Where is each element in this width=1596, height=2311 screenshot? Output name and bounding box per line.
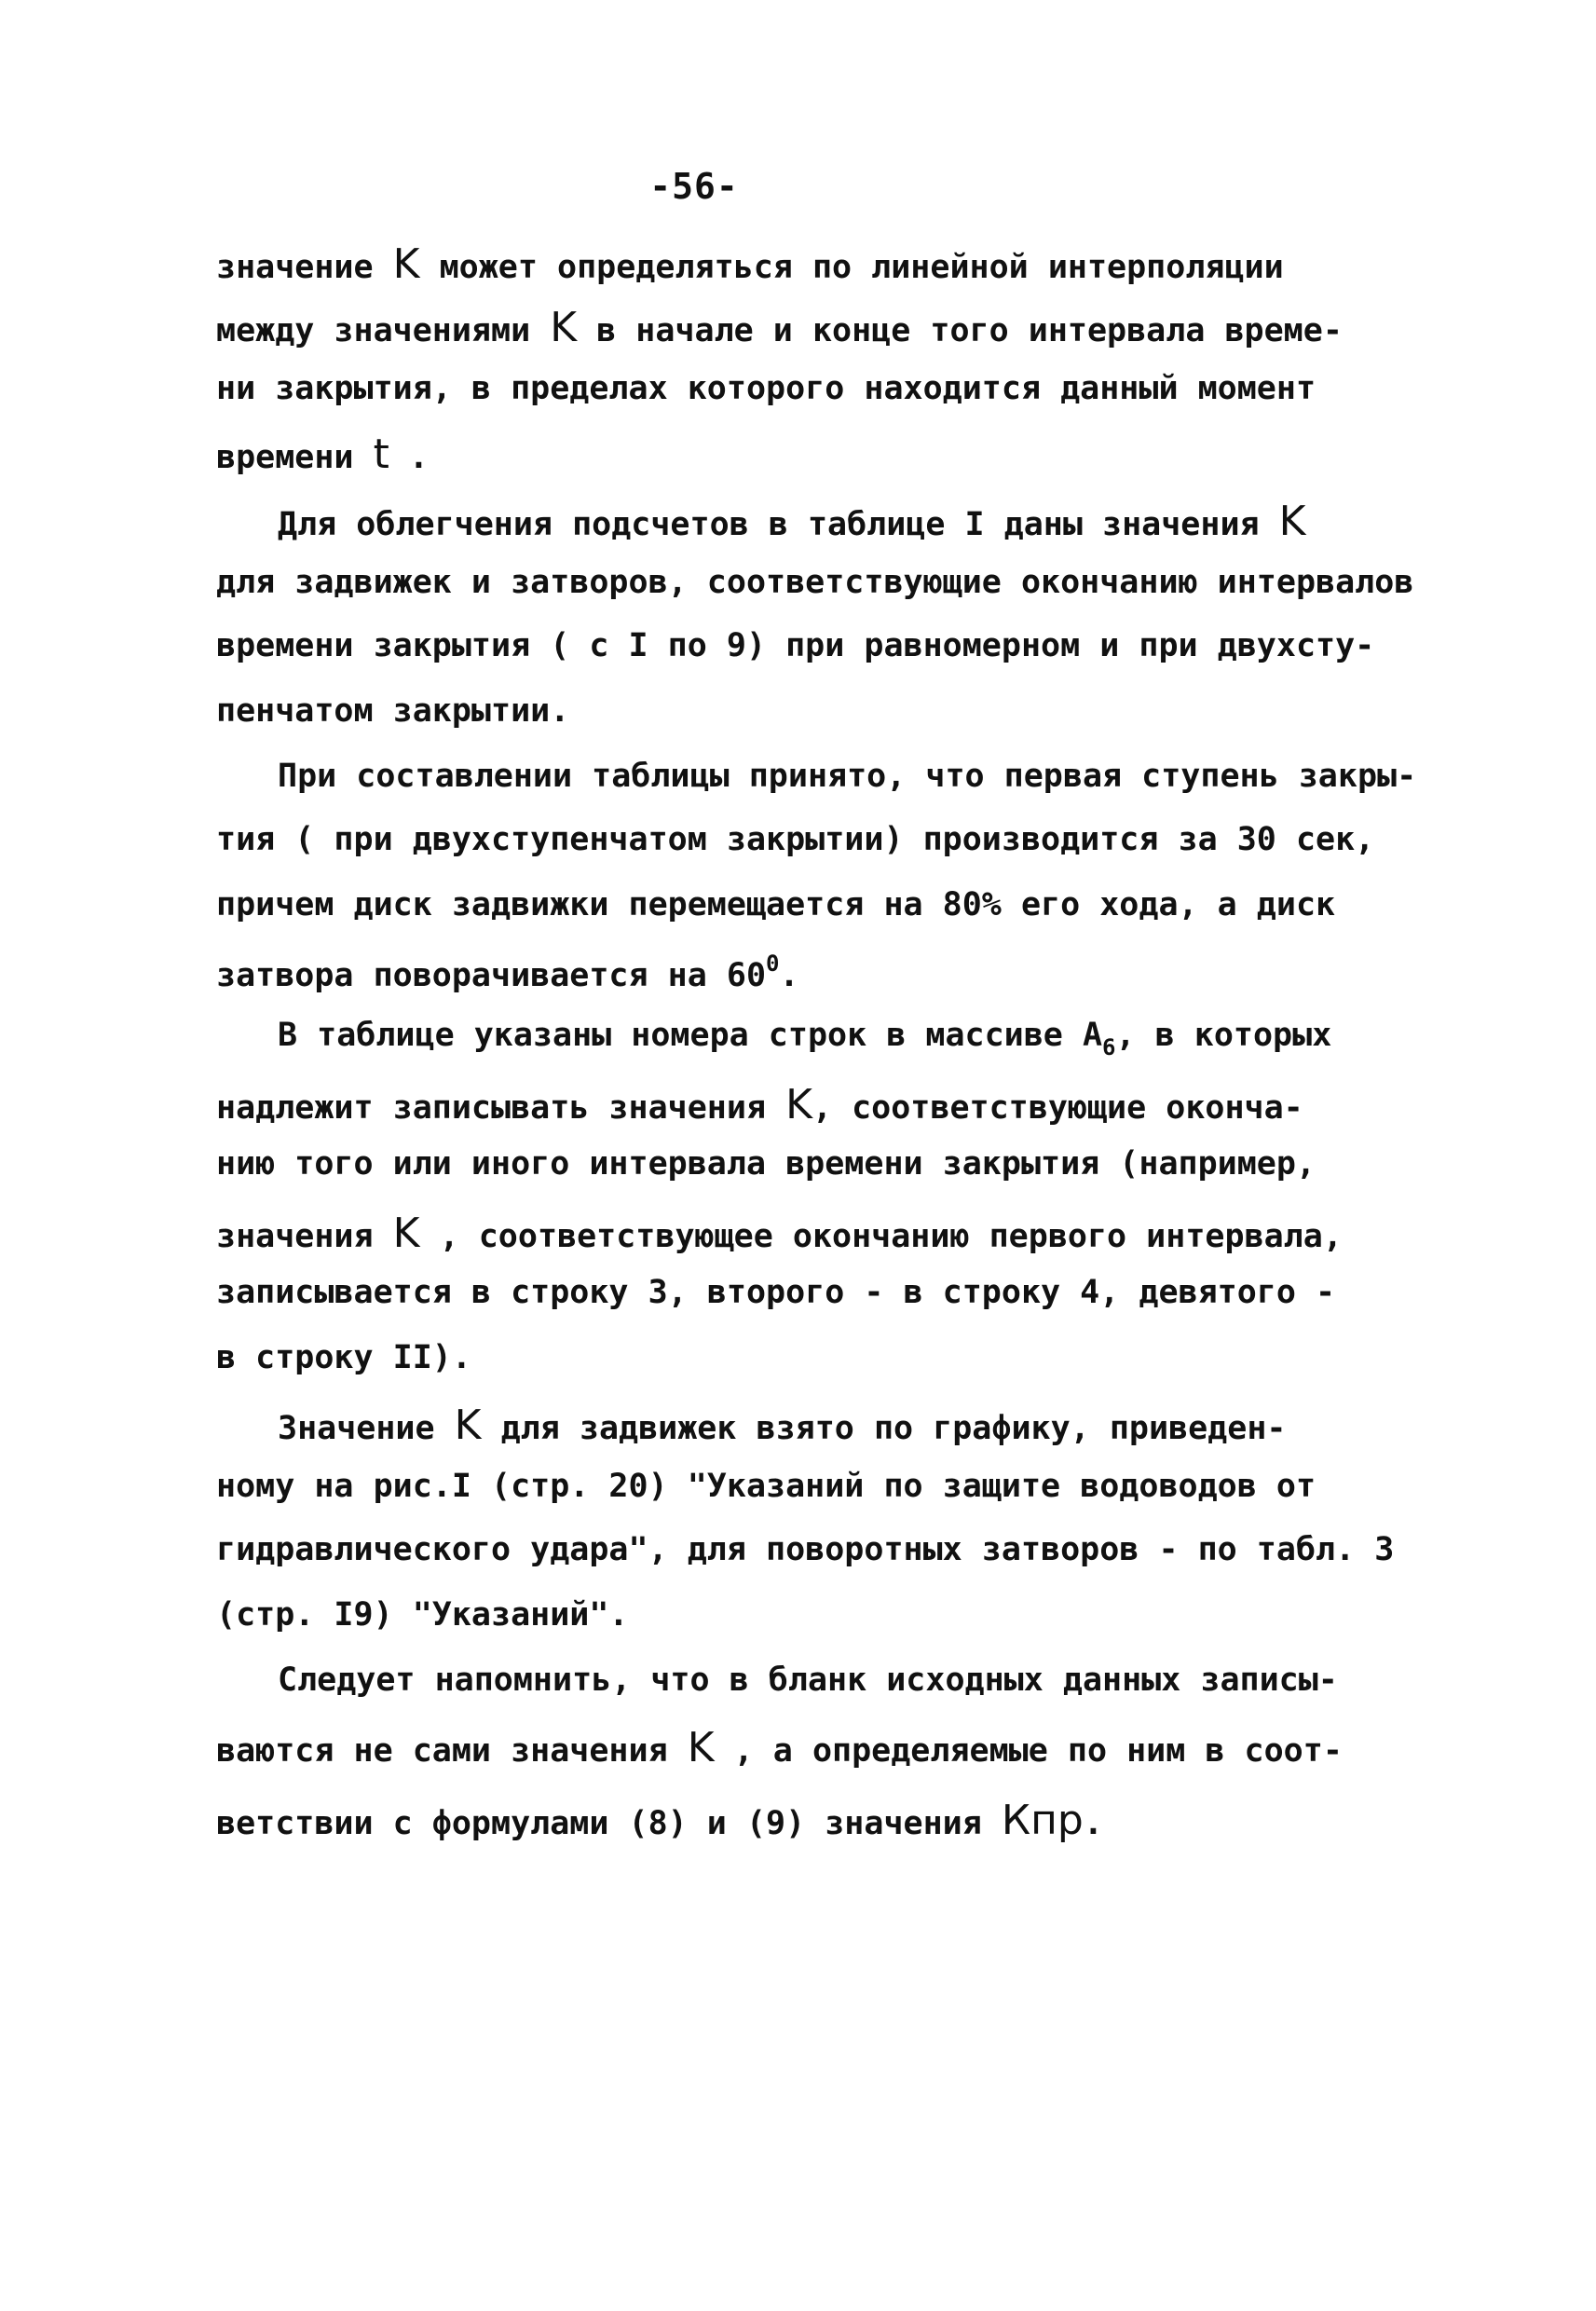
symbol-k: K	[550, 304, 578, 351]
text-fragment: Для облегчения подсчетов в таблице I даны значения	[278, 506, 1279, 543]
text-line: в строку II).	[216, 1339, 471, 1376]
page-number: -56-	[649, 166, 739, 207]
text-fragment: ветствии с формулами (8) и (9) значения	[216, 1805, 1002, 1842]
symbol-t: t	[373, 431, 389, 478]
text-fragment: .	[389, 439, 429, 476]
text-line	[278, 498, 1306, 545]
text-line: нию того или иного интервала времени закрытия (например,	[216, 1145, 1316, 1183]
text-line: пенчатом закрытии.	[216, 692, 570, 730]
text-line: ни закрытия, в пределах которого находится данный момент	[216, 370, 1316, 407]
text-line	[216, 1210, 1343, 1257]
text-line: гидравлического удара", для поворотных затворов - по табл. 3	[216, 1531, 1395, 1568]
text-line: причем диск задвижки перемещается на 80% его хода, а диск	[216, 886, 1336, 923]
text-line: При составлении таблицы принято, что первая ступень закры-	[278, 758, 1417, 795]
text-line: (стр. I9) "Указаний".	[216, 1596, 629, 1634]
text-fragment: , соответствующее окончанию первого интервала,	[419, 1218, 1343, 1255]
text-fragment: Значение	[278, 1410, 455, 1447]
array-name: A	[1082, 1017, 1103, 1054]
text-line	[216, 1081, 1303, 1128]
text-fragment: времени	[216, 439, 374, 476]
text-fragment: значение	[216, 249, 393, 286]
text-fragment: .	[1083, 1805, 1103, 1842]
text-line	[278, 1019, 1331, 1059]
text-fragment: между значениями	[216, 312, 551, 349]
text-line: ному на рис.I (стр. 20) "Указаний по защите водоводов от	[216, 1468, 1316, 1505]
text-fragment: ваются не сами значения	[216, 1732, 688, 1770]
text-fragment: затвора поворачивается на 60	[216, 957, 767, 994]
text-line: тия ( при двухступенчатом закрытии) производится за 30 сек,	[216, 821, 1375, 858]
symbol-k: K	[785, 1081, 812, 1128]
degree-superscript: 0	[766, 950, 780, 977]
text-fragment: надлежит записывать значения	[216, 1089, 786, 1127]
text-line	[216, 240, 1284, 288]
text-fragment: В таблице указаны номера строк в массиве	[278, 1017, 1083, 1054]
text-line	[216, 431, 429, 478]
text-line: для задвижек и затворов, соответствующие окончанию интервалов	[216, 564, 1414, 601]
symbol-k-pr: Кпр	[1001, 1797, 1084, 1844]
text-fragment: для задвижек взято по графику, приведен-	[481, 1410, 1287, 1447]
text-line: времени закрытия ( с I по 9) при равномерном и при двухсту-	[216, 627, 1375, 664]
text-fragment: , в которых	[1115, 1017, 1332, 1054]
symbol-k: K	[454, 1402, 482, 1449]
text-fragment: , соответствующие оконча-	[812, 1089, 1303, 1127]
text-line	[216, 1724, 1343, 1771]
text-fragment: в начале и конце того интервала време-	[577, 312, 1343, 349]
text-line: записывается в строку 3, второго - в строку 4, девятого -	[216, 1274, 1336, 1311]
text-line: Следует напомнить, что в бланк исходных данных записы-	[278, 1661, 1338, 1699]
text-fragment: .	[779, 957, 799, 994]
text-line	[216, 1797, 1103, 1844]
text-line	[278, 1402, 1287, 1449]
symbol-k: K	[1278, 498, 1306, 545]
text-fragment: , а определяемые по ним в соот-	[714, 1732, 1343, 1770]
symbol-k: K	[687, 1724, 715, 1771]
text-fragment: значения	[216, 1218, 393, 1255]
symbol-k: K	[392, 1210, 420, 1257]
text-line	[216, 304, 1343, 351]
array-subscript: 6	[1102, 1034, 1116, 1060]
text-line	[216, 952, 799, 992]
text-fragment: может определяться по линейной интерполяции	[419, 249, 1284, 286]
symbol-k: K	[392, 240, 420, 288]
